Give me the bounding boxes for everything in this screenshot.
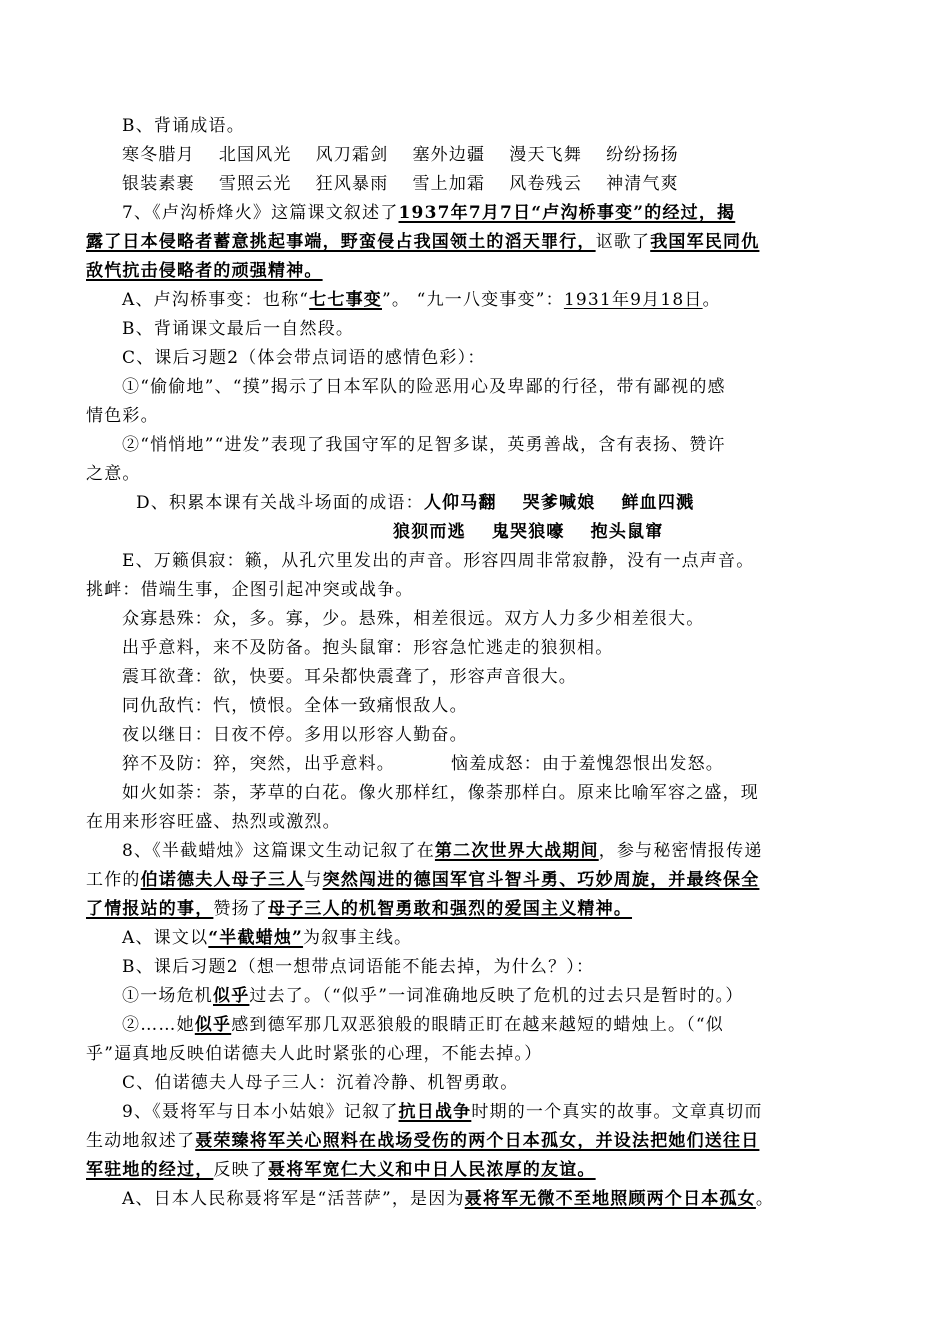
text-line: 出乎意料，来不及防备。抱头鼠窜：形容急忙逃走的狼狈相。 bbox=[122, 638, 614, 658]
key-point: 母子三人的机智勇敢和强烈的爱国主义精神。 bbox=[268, 899, 633, 919]
text: ②……她 bbox=[122, 1015, 195, 1035]
section-7-heading bbox=[86, 199, 876, 228]
text-line: 震耳欲聋：欲，快要。耳朵都快震聋了，形容声音很大。 bbox=[122, 667, 577, 687]
text-line: E、万籁俱寂：籁，从孔穴里发出的声音。形容四周非常寂静，没有一点声音。 bbox=[122, 551, 755, 571]
text-line: B、课后习题2（想一想带点词语能不能去掉，为什么？）： bbox=[122, 957, 595, 977]
text-line bbox=[86, 895, 876, 924]
text-line: C、课后习题2（体会带点词语的感情色彩）： bbox=[122, 348, 486, 368]
key-point: 露了日本侵略者蓄意挑起事端，野蛮侵占我国领土的滔天罪行， bbox=[86, 232, 596, 252]
idiom: 鲜血四溅 bbox=[621, 493, 695, 513]
key-point: 抗日战争 bbox=[398, 1102, 472, 1122]
key-point: 军驻地的经过， bbox=[86, 1160, 214, 1180]
text-line bbox=[86, 1185, 876, 1214]
text-line: C、伯诺德夫人母子三人：沉着冷静、机智勇敢。 bbox=[122, 1073, 519, 1093]
text-line: 同仇敌忾：忾，愤恨。全体一致痛恨敌人。 bbox=[122, 696, 468, 716]
idiom: 北国风光 bbox=[218, 145, 292, 165]
text: 反映了 bbox=[213, 1160, 269, 1180]
text-line bbox=[86, 518, 876, 547]
key-point: 聂将军宽仁大义和中日人民浓厚的友谊。 bbox=[268, 1160, 596, 1180]
key-point: 我国军民同仇 bbox=[650, 232, 760, 252]
key-point: 聂荣臻将军关心照料在战场受伤的两个日本孤女，并设法把她们送往日 bbox=[195, 1131, 760, 1151]
text: 讴歌了 bbox=[595, 232, 651, 252]
text: A、日本人民称聂将军是“活菩萨”，是因为 bbox=[122, 1189, 465, 1209]
text: ①一场危机 bbox=[122, 986, 213, 1006]
text: A、卢沟桥事变：也称“ bbox=[122, 290, 310, 310]
text: 7、《卢沟桥烽火》这篇课文叙述了 bbox=[122, 203, 399, 223]
text-line bbox=[86, 257, 876, 286]
text-line: 在用来形容旺盛、热烈或激烈。 bbox=[86, 812, 341, 832]
text: ，参与秘密情报传递 bbox=[598, 841, 763, 861]
idiom-row bbox=[86, 141, 876, 170]
text-line bbox=[86, 866, 876, 895]
text: 过去了。（“似乎”一词准确地反映了危机的过去只是暂时的。） bbox=[249, 986, 744, 1006]
key-point: 了情报站的事， bbox=[86, 899, 214, 919]
idiom: 雪上加霜 bbox=[412, 174, 486, 194]
text-line bbox=[86, 1127, 876, 1156]
idiom: 狂风暴雨 bbox=[315, 174, 389, 194]
text-line: 夜以继日：日夜不停。多用以形容人勤奋。 bbox=[122, 725, 468, 745]
text: 猝不及防：猝，突然，出乎意料。 bbox=[122, 754, 395, 774]
text: 恼羞成怒：由于羞愧怨恨出发怒。 bbox=[451, 754, 724, 774]
idiom: 银装素裹 bbox=[122, 174, 195, 194]
text-line: 乎”逼真地反映伯诺德夫人此时紧张的心理，不能去掉。） bbox=[86, 1044, 543, 1064]
key-point: 似乎 bbox=[213, 986, 250, 1006]
text-line bbox=[86, 228, 876, 257]
idiom: 狼狈而逃 bbox=[393, 522, 466, 542]
section-9-heading bbox=[86, 1098, 876, 1127]
key-point: 第二次世界大战期间 bbox=[434, 841, 599, 861]
idiom: 寒冬腊月 bbox=[122, 145, 195, 165]
text-line: B、背诵成语。 bbox=[122, 116, 245, 136]
text-line: 挑衅：借端生事，企图引起冲突或战争。 bbox=[86, 580, 414, 600]
text-line: 如火如荼：荼，茅草的白花。像火那样红，像荼那样白。原来比喻军容之盛，现 bbox=[122, 783, 759, 803]
key-point: 似乎 bbox=[194, 1015, 232, 1035]
idiom: 人仰马翻 bbox=[423, 493, 497, 513]
idiom: 风刀霜剑 bbox=[315, 145, 389, 165]
key-point: 1937年7月7日“卢沟桥事变”的经过，揭 bbox=[398, 203, 736, 223]
idiom-row bbox=[86, 170, 876, 199]
document-page bbox=[86, 112, 876, 1214]
text-line bbox=[86, 286, 876, 315]
key-point: 突然闯进的德国军官斗智斗勇、巧妙周旋，并最终保全 bbox=[322, 870, 760, 890]
key-point: 敌忾抗击侵略者的顽强精神。 bbox=[86, 261, 323, 281]
idiom: 神清气爽 bbox=[606, 174, 679, 194]
text-line bbox=[86, 982, 876, 1011]
text-line: ②“悄悄地”“进发”表现了我国守军的足智多谋，英勇善战，含有表扬、赞许 bbox=[122, 435, 726, 455]
text-line: 众寡悬殊：众，多。寡，少。悬殊，相差很远。双方人力多少相差很大。 bbox=[122, 609, 705, 629]
text: D、积累本课有关战斗场面的成语： bbox=[136, 493, 424, 513]
idiom: 雪照云光 bbox=[218, 174, 292, 194]
key-point: 1931年9月18日 bbox=[563, 290, 703, 310]
text-line bbox=[86, 750, 876, 779]
key-point: 七七事变 bbox=[309, 290, 382, 310]
idiom: 抱头鼠窜 bbox=[590, 522, 664, 542]
text: 8、《半截蜡烛》这篇课文生动记叙了在 bbox=[122, 841, 435, 861]
text: ”。 “九一八变事变”： bbox=[381, 290, 564, 310]
text: 。 bbox=[755, 1189, 775, 1209]
text: A、课文以 bbox=[122, 928, 209, 948]
idiom: 漫天飞舞 bbox=[509, 145, 583, 165]
idiom: 塞外边疆 bbox=[412, 145, 486, 165]
text-line: B、背诵课文最后一自然段。 bbox=[122, 319, 355, 339]
text-line: 之意。 bbox=[86, 464, 141, 484]
key-point: “半截蜡烛” bbox=[208, 928, 304, 948]
text: 感到德军那几双恶狼般的眼睛正盯在越来越短的蜡烛上。（“似 bbox=[231, 1015, 725, 1035]
text: 9、《聂将军与日本小姑娘》记叙了 bbox=[122, 1102, 399, 1122]
text: 生动地叙述了 bbox=[86, 1131, 196, 1151]
text-line bbox=[86, 924, 876, 953]
text-line bbox=[86, 1011, 876, 1040]
text-line bbox=[86, 489, 876, 518]
text: 与 bbox=[304, 870, 323, 890]
text: 为叙事主线。 bbox=[303, 928, 413, 948]
key-point: 伯诺德夫人母子三人 bbox=[140, 870, 305, 890]
idiom: 鬼哭狼嚎 bbox=[491, 522, 565, 542]
key-point: 聂将军无微不至地照顾两个日本孤女 bbox=[464, 1189, 756, 1209]
idiom: 纷纷扬扬 bbox=[606, 145, 679, 165]
text-line bbox=[86, 1156, 876, 1185]
idiom: 哭爹喊娘 bbox=[522, 493, 596, 513]
text-line: 情色彩。 bbox=[86, 406, 159, 426]
text: 赞扬了 bbox=[213, 899, 269, 919]
text: 时期的一个真实的故事。文章真切而 bbox=[471, 1102, 763, 1122]
text: 工作的 bbox=[86, 870, 141, 890]
text: 。 bbox=[702, 290, 721, 310]
text-line: ①“偷偷地”、“摸”揭示了日本军队的险恶用心及卑鄙的行径，带有鄙视的感 bbox=[122, 377, 726, 397]
section-8-heading bbox=[86, 837, 876, 866]
idiom: 风卷残云 bbox=[509, 174, 583, 194]
